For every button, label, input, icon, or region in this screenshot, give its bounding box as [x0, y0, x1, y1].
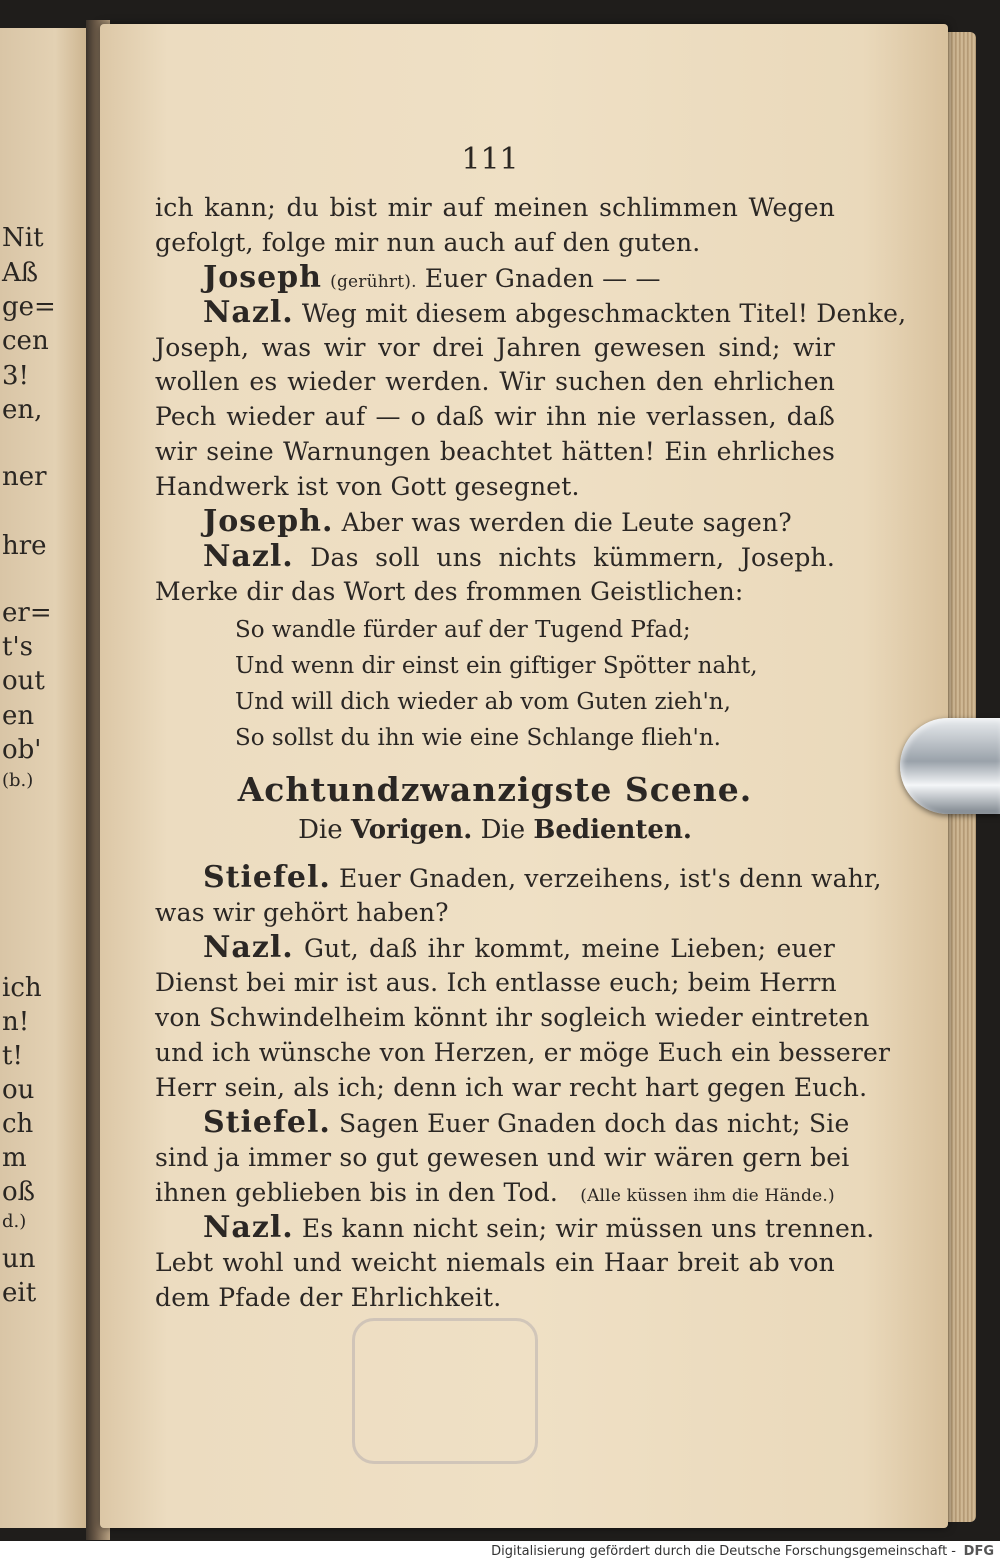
speech-text: ihnen geblieben bis in den Tod. [155, 1178, 559, 1207]
text-line: und ich wünsche von Herzen, er möge Euch ein besserer [155, 1038, 891, 1067]
text-line: dem Pfade der Ehrlichkeit. [155, 1283, 502, 1312]
speech-joseph [203, 504, 835, 540]
left-fragment: en [2, 701, 35, 731]
left-fragment: oß [2, 1177, 36, 1207]
left-fragment: un [2, 1244, 36, 1274]
speech-text: Das soll uns nichts kümmern, Joseph. [310, 543, 835, 572]
verse-line: So wandle fürder auf der Tugend Pfad; [235, 617, 691, 643]
verse-line: So sollst du ihn wie eine Schlange flieh'n. [235, 725, 721, 751]
text-line: Pech wieder auf — o daß wir ihn nie verlassen, daß [155, 402, 835, 431]
left-fragment: eit [2, 1278, 37, 1308]
speech-text: Sagen Euer Gnaden doch das nicht; Sie [339, 1109, 850, 1138]
speech-nazl [203, 1210, 875, 1246]
text-line: gefolgt, folge mir nun auch auf den guten. [155, 228, 701, 257]
left-fragment: Nit [2, 223, 44, 253]
speech-nazl [203, 930, 835, 966]
left-fragment: d.) [2, 1211, 27, 1232]
speech-nazl [203, 539, 835, 575]
text-line: Joseph, was wir vor drei Jahren gewesen sind; wir [155, 333, 835, 362]
footer-bar [0, 1541, 1000, 1565]
speaker-name: Nazl. [203, 1210, 294, 1245]
page-clip [900, 718, 1000, 814]
left-fragment: ge= [2, 292, 56, 322]
scene-subtitle [155, 815, 835, 845]
text-line: sind ja immer so gut gewesen und wir wären gern bei [155, 1143, 850, 1172]
left-facing-page [0, 28, 92, 1528]
speech-text: Euer Gnaden — — [424, 264, 661, 293]
left-fragment: en, [2, 395, 43, 425]
text-line: was wir gehört haben? [155, 898, 449, 927]
left-fragment: ou [2, 1075, 35, 1105]
verse-line: Und will dich wieder ab vom Guten zieh'n, [235, 689, 731, 715]
speaker-name: Joseph. [203, 504, 334, 539]
dfg-logo: DFG [963, 1544, 994, 1559]
text-line: von Schwindelheim könnt ihr sogleich wieder eintreten [155, 1003, 870, 1032]
page-number: 111 [461, 142, 519, 177]
text-line [155, 1175, 835, 1211]
speaker-name: Nazl. [203, 930, 294, 965]
speech-text: Aber was werden die Leute sagen? [341, 508, 792, 537]
speech-stiefel [203, 860, 882, 896]
speech-nazl [203, 295, 907, 331]
left-fragment: cen [2, 326, 49, 356]
left-fragment: ob' [2, 735, 42, 765]
left-fragment: out [2, 666, 45, 696]
left-fragment: hre [2, 531, 47, 561]
left-fragment: t! [2, 1041, 23, 1071]
scene-sub-part: Vorigen. [350, 815, 473, 845]
speaker-name: Stiefel. [203, 1105, 331, 1140]
left-fragment: n! [2, 1007, 30, 1037]
library-stamp [352, 1318, 538, 1464]
scene-sub-part: Die [480, 815, 526, 845]
speech-stiefel [203, 1105, 850, 1141]
left-fragment: ich [2, 973, 42, 1003]
text-line: wollen es wieder werden. Wir suchen den ehrlichen [155, 367, 835, 396]
verse-line: Und wenn dir einst ein giftiger Spötter naht, [235, 653, 758, 679]
text-line: Herr sein, als ich; denn ich war recht hart gegen Euch. [155, 1073, 868, 1102]
stage-direction: (Alle küssen ihm die Hände.) [580, 1186, 835, 1206]
left-fragment: (b.) [2, 770, 34, 791]
left-fragment: Aß [2, 258, 39, 288]
speaker-name: Joseph [203, 260, 322, 295]
funding-notice: Digitalisierung gefördert durch die Deutsche Forschungsgemeinschaft - [491, 1544, 956, 1559]
left-fragment: ner [2, 462, 47, 492]
speech-joseph [203, 260, 835, 296]
text-line: ich kann; du bist mir auf meinen schlimmen Wegen [155, 193, 835, 222]
speaker-name: Nazl. [203, 295, 294, 330]
stage-direction: (gerührt). [330, 272, 417, 292]
speech-text: Es kann nicht sein; wir müssen uns trennen. [301, 1214, 875, 1243]
text-line: Lebt wohl und weicht niemals ein Haar breit ab von [155, 1248, 835, 1277]
speaker-name: Nazl. [203, 539, 294, 574]
left-fragment: t's [2, 632, 33, 662]
text-line: Handwerk ist von Gott gesegnet. [155, 472, 580, 501]
left-fragment: er= [2, 598, 52, 628]
speech-text: Gut, daß ihr kommt, meine Lieben; euer [304, 934, 835, 963]
speech-text: Weg mit diesem abgeschmackten Titel! Denke, [301, 299, 907, 328]
scene-sub-part: Die [298, 815, 343, 845]
text-line: Dienst bei mir ist aus. Ich entlasse euch; beim Herrn [155, 968, 837, 997]
text-line: Merke dir das Wort des frommen Geistlichen: [155, 577, 744, 606]
speaker-name: Stiefel. [203, 860, 331, 895]
left-fragment: m [2, 1143, 27, 1173]
left-fragment: ch [2, 1109, 34, 1139]
scene-sub-part: Bedienten. [533, 815, 692, 845]
speech-text: Euer Gnaden, verzeihens, ist's denn wahr, [339, 864, 882, 893]
left-fragment: 3! [2, 361, 29, 391]
text-line: wir seine Warnungen beachtet hätten! Ein ehrliches [155, 437, 835, 466]
scene-title: Achtundzwanzigste Scene. [237, 770, 753, 809]
